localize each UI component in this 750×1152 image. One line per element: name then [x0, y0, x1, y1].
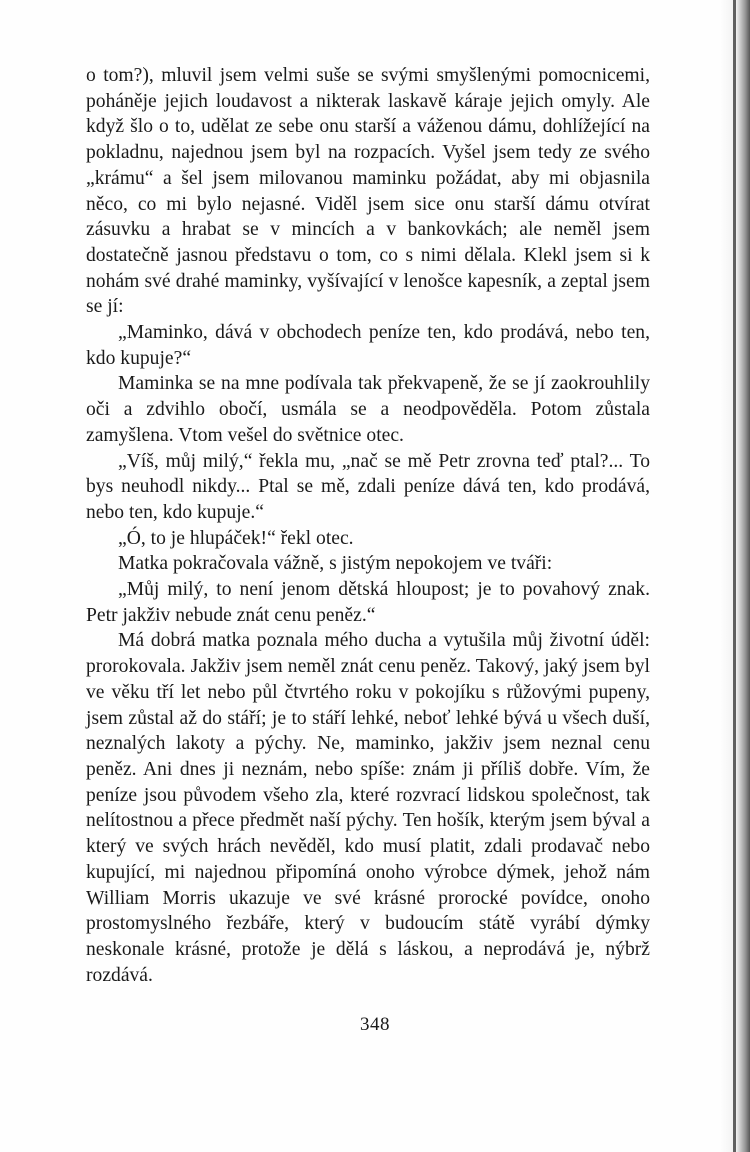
- paragraph-7: „Můj milý, to není jenom dětská hloupost; je to povahový znak. Petr jakživ nebude znát cenu peněz.“: [86, 579, 650, 626]
- paragraph-4: „Víš, můj milý,“ řekla mu, „nač se mě Petr zrovna teď ptal?... To bys neuhodl nikdy... Ptal se mě, zdali peníze dává ten, kdo prodává, nebo ten, kdo kupuje.“: [86, 450, 650, 523]
- paragraph-1: o tom?), mluvil jsem velmi suše se svými smyšlenými pomocnicemi, poháněje jejich loudavost a nikterak laskavě káraje jejich omyly. Ale když šlo o to, udělat ze sebe onu starší a váženou dámu, dohlížející na pokladnu, najednou jsem byl na rozpacích. Vyšel jsem tedy ze svého „krámu“ a šel jsem milovanou maminku požádat, aby mi objasnila něco, co mi bylo nejasné. Viděl jsem sice onu starší dámu otvírat zásuvku a hrabat se v mincích a v bankovkách; ale neměl jsem dostatečně jasnou představu o tom, co s nimi dělala. Klekl jsem si k nohám své drahé maminky, vyšívající v lenošce kapesník, a zeptal jsem se jí:: [86, 65, 650, 318]
- paragraph-6: Matka pokračovala vážně, s jistým nepokojem ve tváři:: [118, 553, 553, 575]
- page-edge-line: [733, 0, 736, 1152]
- paragraph-2: „Maminko, dává v obchodech peníze ten, kdo prodává, nebo ten, kdo kupuje?“: [86, 322, 650, 369]
- paragraph-8: Má dobrá matka poznala mého ducha a vytušila můj životní úděl: prorokovala. Jakživ jsem neměl znát cenu peněz. Takový, jaký jsem byl ve věku tří let nebo půl čtvrtého roku v pokojíku s růžovými pupeny, jsem zůstal až do stáří; je to stáří lehké, neboť lehké bývá u všech duší, neznalých lakoty a pýchy. Ne, maminko, jakživ jsem neznal cenu peněz. Ani dnes ji neznám, nebo spíše: znám ji příliš dobře. Vím, že peníze jsou původem všeho zla, které rozvrací lidskou společnost, tak nelítostnou a přece předmět naší pýchy. Ten hošík, kterým jsem býval a který ve svých hrách nevěděl, kdo musí platit, zdali prodavač nebo kupující, mi najednou připomíná onoho výrobce dýmek, jehož nám William Morris ukazuje ve své krásné prorocké povídce, onoho prostomyslného řezbáře, který v budoucím státě vyrábí dýmky neskonale krásné, protože je dělá s láskou, a neprodává je, nýbrž rozdává.: [86, 630, 650, 986]
- paragraph-3: Maminka se na mne podívala tak překvapeně, že se jí zaokrouhlily oči a zdvihlo obočí, usmála se a neodpověděla. Potom zůstala zamyšlena. Vtom vešel do světnice otec.: [86, 373, 650, 446]
- paragraph-5: „Ó, to je hlupáček!“ řekl otec.: [118, 527, 354, 549]
- page-number: 348: [360, 1014, 390, 1035]
- body-text: [86, 63, 650, 988]
